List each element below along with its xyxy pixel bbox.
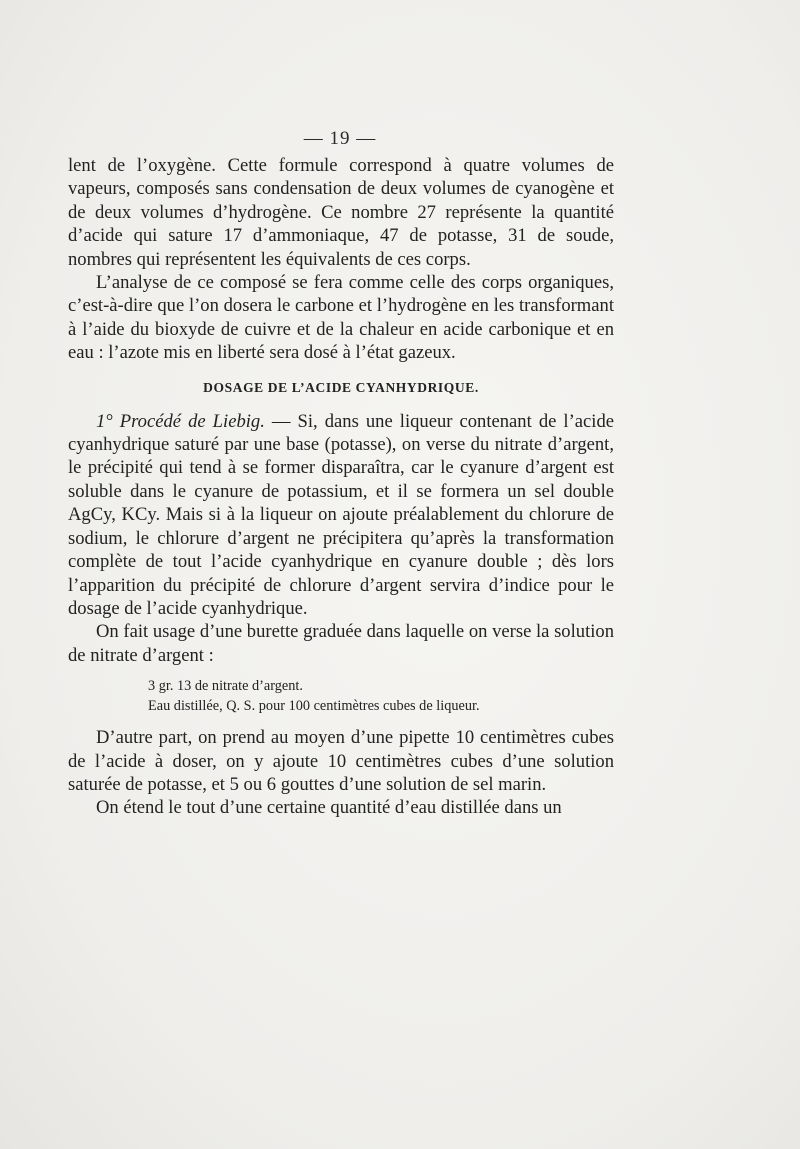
method-body: — Si, dans une liqueur contenant de l’acide cyanhydrique saturé par une base (potasse), on verse du nitrate d’argent, le précipité qui tend à se former disparaîtra, car le cyanure d’argent est soluble dans le cyanure de potassium, et il se formera un sel double AgCy, KCy. Mais si à la liqueur on ajoute préalablement du chlorure de sodium, le chlorure d’argent ne précipitera qu’après la transformation complète de tout l’acide cyanhydrique en cyanure double ; dès lors l’apparition du précipité de chlorure d’argent servira d’indice pour le dosage de l’acide cyanhydrique. bbox=[68, 410, 614, 619]
paragraph-dilution: On étend le tout d’une certaine quantité d’eau distillée dans un bbox=[96, 797, 562, 819]
paragraph-pipette: D’autre part, on prend au moyen d’une pipette 10 centimètres cubes de l’acide à doser, on y ajoute 10 centimètres cubes d’une solution saturée de potasse, et 5 ou 6 gouttes d’une solution de sel marin. bbox=[68, 727, 614, 795]
page-number: — 19 — bbox=[303, 128, 377, 149]
reagent-recipe bbox=[68, 676, 614, 716]
paragraph-formula-volumes: lent de l’oxygène. Cette formule correspond à quatre volumes de vapeurs, composés sans condensation de deux volumes de cyanogène et de deux volumes d’hydrogène. Ce nombre 27 représente la quantité d’acide qui sature 17 d’ammoniaque, 47 de potasse, 31 de soude, nombres qui représentent les équivalents de ces corps. bbox=[68, 155, 614, 270]
method-title: 1° Procédé de Liebig. bbox=[96, 410, 265, 432]
recipe-line-water: Eau distillée, Q. S. pour 100 centimètres cubes de liqueur. bbox=[148, 698, 480, 715]
body-text bbox=[68, 154, 614, 820]
paragraph-liebig-method bbox=[68, 410, 614, 621]
section-heading: DOSAGE DE L’ACIDE CYANHYDRIQUE. bbox=[203, 379, 479, 395]
paragraph-analysis: L’analyse de ce composé se fera comme celle des corps organiques, c’est-à-dire que l’on dosera le carbone et l’hydrogène en les transformant à l’aide du bioxyde de cuivre et de la chaleur en acide carbonique et en eau : l’azote mis en liberté sera dosé à l’état gazeux. bbox=[68, 272, 614, 364]
paragraph-burette: On fait usage d’une burette graduée dans laquelle on verse la solution de nitrate d’argent : bbox=[68, 621, 614, 666]
recipe-line-nitrate: 3 gr. 13 de nitrate d’argent. bbox=[148, 678, 303, 695]
